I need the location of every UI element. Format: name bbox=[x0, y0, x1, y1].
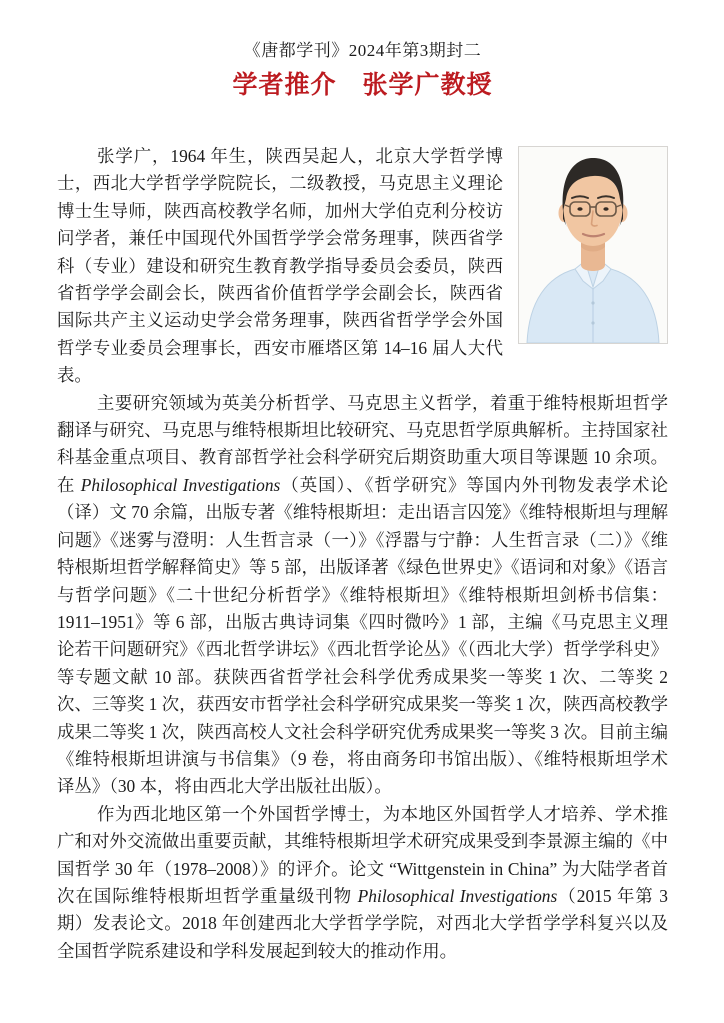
bio-paragraph-1: 张学广，1964 年生，陕西吴起人，北京大学哲学博士，西北大学哲学学院院长，二级教授，马克思主义理论博士生导师，陕西高校教学名师，加州大学伯克利分校访问学者，兼任中国现代外国哲学学会常务理事，陕西省学科（专业）建设和研究生教育教学指导委员会委员，陕西省哲学学会副会长，陕西省价值哲学学会副会长，陕西省国际共产主义运动史学会常务理事，陕西省哲学学会外国哲学专业委员会理事长，西安市雁塔区第 14–16 届人大代表。 bbox=[57, 146, 503, 386]
journal-issue-line: 《唐都学刊》2024年第3期封二 bbox=[243, 41, 482, 60]
bio-paragraph-2: 主要研究领域为英美分析哲学、马克思主义哲学，着重于维特根斯坦哲学翻译与研究、马克思与维特根斯坦比较研究、马克思哲学原典解析。主持国家社科基金重点项目、教育部哲学社会科学研究后期资助重大项目等课题 10 余项。在 Philosophical Investigations（英国）、《哲学研究》等国内外刊物发表学术论（译）文 70 余篇，出版专著《维特根斯坦：走出语言囚笼》《维特根斯坦与理解问题》《迷雾与澄明：人生哲言录（一）》《浮嚣与宁静：人生哲言录（二）》《维特根斯坦哲学解释简史》等 5 部，出版译著《绿色世界史》《语词和对象》《语言与哲学问题》《二十世纪分析哲学》《维特根斯坦》《维特根斯坦剑桥书信集：1911–1951》等 6 部，出版古典诗词集《四时微吟》1 部，主编《马克思主义理论若干问题研究》《西北哲学讲坛》《西北哲学论丛》《（西北大学）哲学学科史》等专题文献 10 部。获陕西省哲学社会科学优秀成果奖一等奖 1 次、二等奖 2 次、三等奖 1 次，获西安市哲学社会科学研究成果奖一等奖 1 次，陕西高校教学成果二等奖 1 次，陕西高校人文社会科学研究优秀成果奖一等奖 3 次。目前主编《维特根斯坦讲演与书信集》（9 卷，将由商务印书馆出版）、《维特根斯坦学术译丛》（30 本，将由西北大学出版社出版）。 bbox=[57, 392, 668, 797]
feature-title: 学者推介 张学广教授 bbox=[232, 72, 493, 99]
professor-photo bbox=[518, 146, 668, 344]
portrait-illustration bbox=[519, 147, 667, 343]
bio-paragraph-3: 作为西北地区第一个外国哲学博士，为本地区外国哲学人才培养、学术推广和对外交流做出重要贡献，其维特根斯坦学术研究成果受到李景源主编的《中国哲学 30 年（1978–2008）》的评介。论文 “Wittgenstein in China” 为大陆学者首次在国际维特根斯坦哲学重量级刊物 Philosophical Investigations（2015 年第 3 期）发表论文。2018 年创建西北大学哲学学院，对西北大学哲学学科复兴以及全国哲学院系建设和学科发展起到较大的推动作用。 bbox=[57, 803, 668, 961]
biography-article bbox=[57, 143, 668, 965]
